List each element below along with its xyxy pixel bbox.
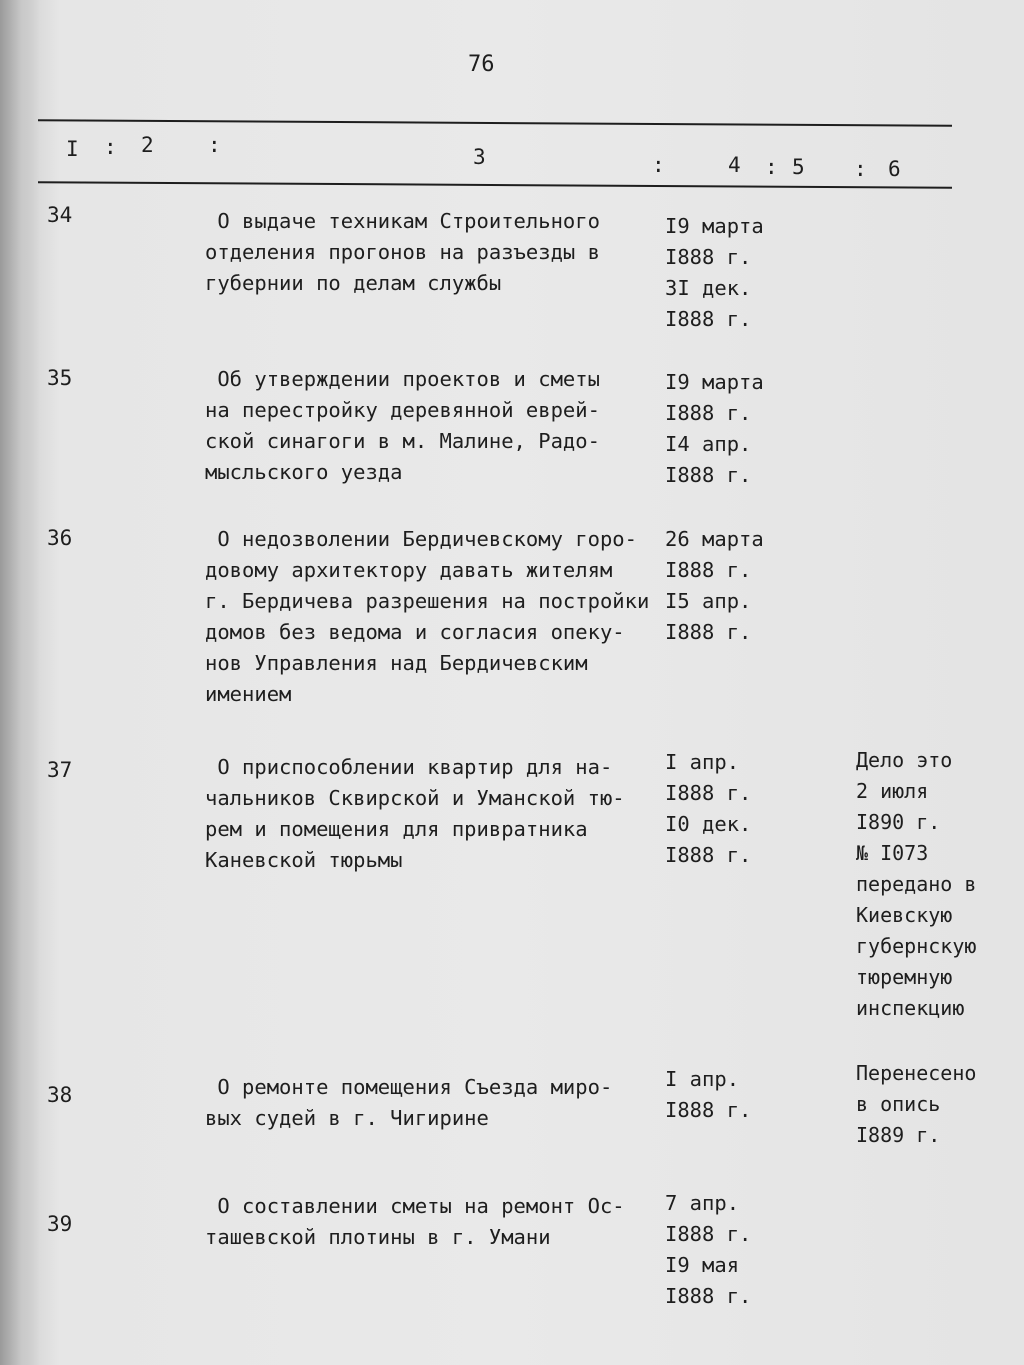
entry-dates: I апр. I888 г. I0 дек. I888 г. xyxy=(665,750,752,867)
entry-number: 34 xyxy=(47,203,73,227)
header-top-rule xyxy=(38,119,952,127)
column-header-2: 2 xyxy=(141,133,154,157)
book-spine-shadow xyxy=(0,0,40,1365)
entry-dates: I9 марта I888 г. I4 апр. I888 г. xyxy=(665,370,764,487)
entry-number: 35 xyxy=(47,366,73,390)
entry-dates: I9 марта I888 г. 3I дек. I888 г. xyxy=(665,214,764,331)
entry-dates: 26 марта I888 г. I5 апр. I888 г. xyxy=(665,527,764,644)
column-header-3: 3 xyxy=(473,145,486,169)
column-separator: : xyxy=(104,135,117,159)
entry-number: 37 xyxy=(47,758,73,782)
entry-number: 38 xyxy=(47,1083,73,1107)
entry-dates: I апр. I888 г. xyxy=(665,1067,752,1122)
column-header-5: 5 xyxy=(792,155,805,179)
entry-title: О ремонте помещения Съезда миро- вых судей в г. Чигирине xyxy=(205,1075,613,1130)
entry-note: Перенесено в опись I889 г. xyxy=(856,1061,977,1147)
entry-note: Дело это 2 июля I890 г. № I073 передано в Киевскую губернскую тюремную инспекцию xyxy=(856,748,977,1020)
entry-number: 36 xyxy=(47,526,73,550)
column-header-1: I xyxy=(66,137,79,161)
column-separator: : xyxy=(765,155,778,179)
column-separator: : xyxy=(208,133,221,157)
entry-dates: 7 апр. I888 г. I9 мая I888 г. xyxy=(665,1191,752,1308)
column-separator: : xyxy=(652,153,665,177)
entry-title: О составлении сметы на ремонт Ос- ташевской плотины в г. Умани xyxy=(205,1194,625,1249)
entry-number: 39 xyxy=(47,1212,73,1236)
column-header-6: 6 xyxy=(888,157,901,181)
header-bottom-rule xyxy=(38,181,952,189)
entry-title: О выдаче техникам Строительного отделения прогонов на разъезды в губернии по делам службы xyxy=(205,209,600,295)
entry-title: О недозволении Бердичевскому горо- довому архитектору давать жителям г. Бердичева разрешения на постройки домов без ведома и согласия опеку- нов Управления над Бердичевским имением xyxy=(205,527,650,706)
column-separator: : xyxy=(854,157,867,181)
page-number: 76 xyxy=(468,52,495,77)
column-header-4: 4 xyxy=(728,153,741,177)
entry-title: Об утверждении проектов и сметы на перестройку деревянной еврей- ской синагоги в м. Малине, Радо- мысльского уезда xyxy=(205,367,600,484)
entry-title: О приспособлении квартир для на- чальников Сквирской и Уманской тю- рем и помещения для привратника Каневской тюрьмы xyxy=(205,755,625,872)
